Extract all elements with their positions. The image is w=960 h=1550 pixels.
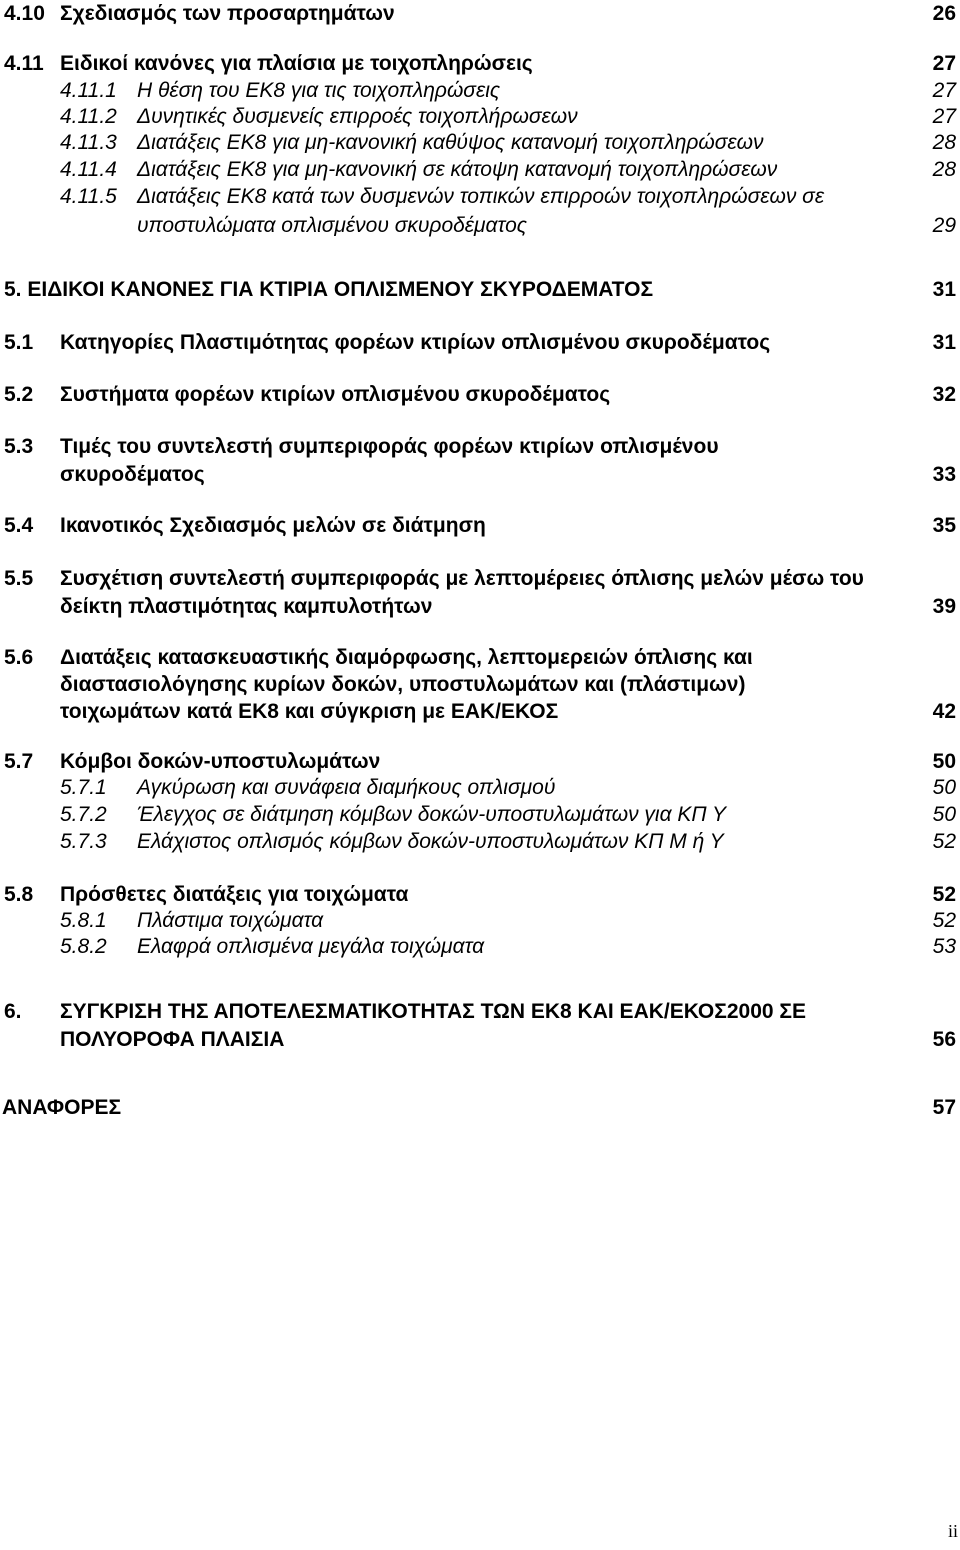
toc-title: Διατάξεις ΕΚ8 για μη-κανονική σε κάτοψη κατανομή τοιχοπληρώσεων xyxy=(137,158,778,181)
toc-entry-5-5[interactable] xyxy=(0,565,956,621)
toc-title-line-1: Τιμές του συντελεστή συμπεριφοράς φορέων κτιρίων οπλισμένου xyxy=(60,435,719,458)
toc-title: Αγκύρωση και συνάφεια διαμήκους οπλισμού xyxy=(137,776,556,799)
toc-title-line-1: Διατάξεις κατασκευαστικής διαμόρφωσης, λεπτομερειών όπλισης και xyxy=(60,646,753,669)
toc-title: Ελάχιστος οπλισμός κόμβων δοκών-υποστυλωμάτων ΚΠ Μ ή Υ xyxy=(137,830,724,853)
toc-page: 53 xyxy=(932,935,956,958)
toc-number: 5.7.1 xyxy=(60,776,107,799)
toc-page: 52 xyxy=(932,830,956,853)
toc-page: 27 xyxy=(932,105,956,128)
toc-title-line-2: διαστασιολόγησης κυρίων δοκών, υποστυλωμάτων και (πλάστιμων) xyxy=(60,673,746,696)
toc-title: Ελαφρά οπλισμένα μεγάλα τοιχώματα xyxy=(137,935,485,958)
toc-page: 31 xyxy=(932,331,956,354)
toc-number: 4.11.2 xyxy=(60,105,117,128)
toc-page: 32 xyxy=(932,383,956,406)
toc-title: Ειδικοί κανόνες για πλαίσια με τοιχοπληρώσεις xyxy=(60,52,533,75)
toc-page: 28 xyxy=(932,131,956,154)
toc-number: 4.11.1 xyxy=(60,79,117,102)
toc-title-line-3: τοιχωμάτων κατά ΕΚ8 και σύγκριση με ΕΑΚ/ΕΚΟΣ xyxy=(60,700,559,723)
toc-title: Διατάξεις ΕΚ8 για μη-κανονική καθύψος κατανομή τοιχοπληρώσεων xyxy=(137,131,764,154)
toc-title-line-1: Διατάξεις ΕΚ8 κατά των δυσμενών τοπικών επιρροών τοιχοπληρώσεων σε xyxy=(137,185,825,208)
toc-page: 27 xyxy=(932,79,956,102)
toc-title-line-2: ΠΟΛΥΟΡΟΦΑ ΠΛΑΙΣΙΑ xyxy=(60,1028,285,1051)
toc-number: 5.8.1 xyxy=(60,909,107,932)
toc-title-line-1: Συσχέτιση συντελεστή συμπεριφοράς με λεπτομέρειες όπλισης μελών μέσω του xyxy=(60,567,864,590)
toc-title: ΑΝΑΦΟΡΕΣ xyxy=(2,1096,122,1119)
toc-title-line-2: σκυροδέματος xyxy=(60,463,205,486)
toc-page: 27 xyxy=(932,52,956,75)
toc-entry-chapter-6[interactable] xyxy=(0,998,956,1054)
toc-title: Έλεγχος σε διάτμηση κόμβων δοκών-υποστυλωμάτων για ΚΠ Υ xyxy=(137,803,727,826)
toc-title-line-2: δείκτη πλαστιμότητας καμπυλοτήτων xyxy=(60,595,433,618)
toc-number: 5.5 xyxy=(4,567,34,590)
toc-title: Κατηγορίες Πλαστιμότητας φορέων κτιρίων οπλισμένου σκυροδέματος xyxy=(60,331,771,354)
toc-page: 33 xyxy=(932,463,956,486)
toc-title: Πλάστιμα τοιχώματα xyxy=(137,909,324,932)
toc-title: Η θέση του ΕΚ8 για τις τοιχοπληρώσεις xyxy=(137,79,501,102)
toc-title: Δυνητικές δυσμενείς επιρροές τοιχοπλήρωσεων xyxy=(137,105,578,128)
toc-number: 4.11 xyxy=(4,52,44,75)
toc-number: 4.11.5 xyxy=(60,185,117,208)
toc-title-line-2: υποστυλώματα οπλισμένου σκυροδέματος xyxy=(137,214,527,237)
toc-title: Κόμβοι δοκών-υποστυλωμάτων xyxy=(60,750,381,773)
toc-page: 57 xyxy=(932,1096,956,1119)
toc-page: 26 xyxy=(932,2,956,25)
toc-number: 5.2 xyxy=(4,383,34,406)
toc-title: 5. ΕΙΔΙΚΟΙ ΚΑΝΟΝΕΣ ΓΙΑ ΚΤΙΡΙΑ ΟΠΛΙΣΜΕΝΟΥ ΣΚΥΡΟΔΕΜΑΤΟΣ xyxy=(4,278,654,301)
toc-number: 4.10 xyxy=(4,2,45,25)
toc-title: Ικανοτικός Σχεδιασμός μελών σε διάτμηση xyxy=(60,514,486,537)
toc-page: 50 xyxy=(932,750,956,773)
toc-number: 5.8 xyxy=(4,883,34,906)
toc-page: 52 xyxy=(932,883,956,906)
toc-page: 50 xyxy=(932,776,956,799)
toc-entry-4-11-5[interactable] xyxy=(0,183,956,237)
toc-entry-5-6[interactable] xyxy=(0,644,956,728)
toc-number: 5.8.2 xyxy=(60,935,107,958)
toc-page: 39 xyxy=(932,595,956,618)
toc-number: 5.3 xyxy=(4,435,34,458)
toc-number: 4.11.3 xyxy=(60,131,117,154)
toc-title: Πρόσθετες διατάξεις για τοιχώματα xyxy=(60,883,409,906)
toc-page: 52 xyxy=(932,909,956,932)
toc-page: 29 xyxy=(932,214,956,237)
toc-number: 5.7.3 xyxy=(60,830,107,853)
toc-number: 5.1 xyxy=(4,331,34,354)
toc-page: 31 xyxy=(932,278,956,301)
toc-entry-5-3[interactable] xyxy=(0,433,956,489)
toc-number: 6. xyxy=(4,1000,22,1023)
toc-page: 35 xyxy=(932,514,956,537)
toc-number: 5.7.2 xyxy=(60,803,107,826)
page-number-roman: ii xyxy=(947,1521,958,1541)
toc-number: 5.4 xyxy=(4,514,34,537)
toc-number: 5.6 xyxy=(4,646,34,669)
toc-number: 5.7 xyxy=(4,750,34,773)
toc-page: 50 xyxy=(932,803,956,826)
toc-page: 42 xyxy=(932,700,956,723)
toc-title: Συστήματα φορέων κτιρίων οπλισμένου σκυροδέματος xyxy=(60,383,611,406)
toc-page: 56 xyxy=(932,1028,956,1051)
toc-page: 28 xyxy=(932,158,956,181)
toc-title: Σχεδιασμός των προσαρτημάτων xyxy=(60,2,395,25)
toc-number: 4.11.4 xyxy=(60,158,117,181)
toc-title-line-1: ΣΥΓΚΡΙΣΗ ΤΗΣ ΑΠΟΤΕΛΕΣΜΑΤΙΚΟΤΗΤΑΣ ΤΩΝ ΕΚ8 ΚΑΙ ΕΑΚ/ΕΚΟΣ2000 ΣΕ xyxy=(60,1000,807,1023)
